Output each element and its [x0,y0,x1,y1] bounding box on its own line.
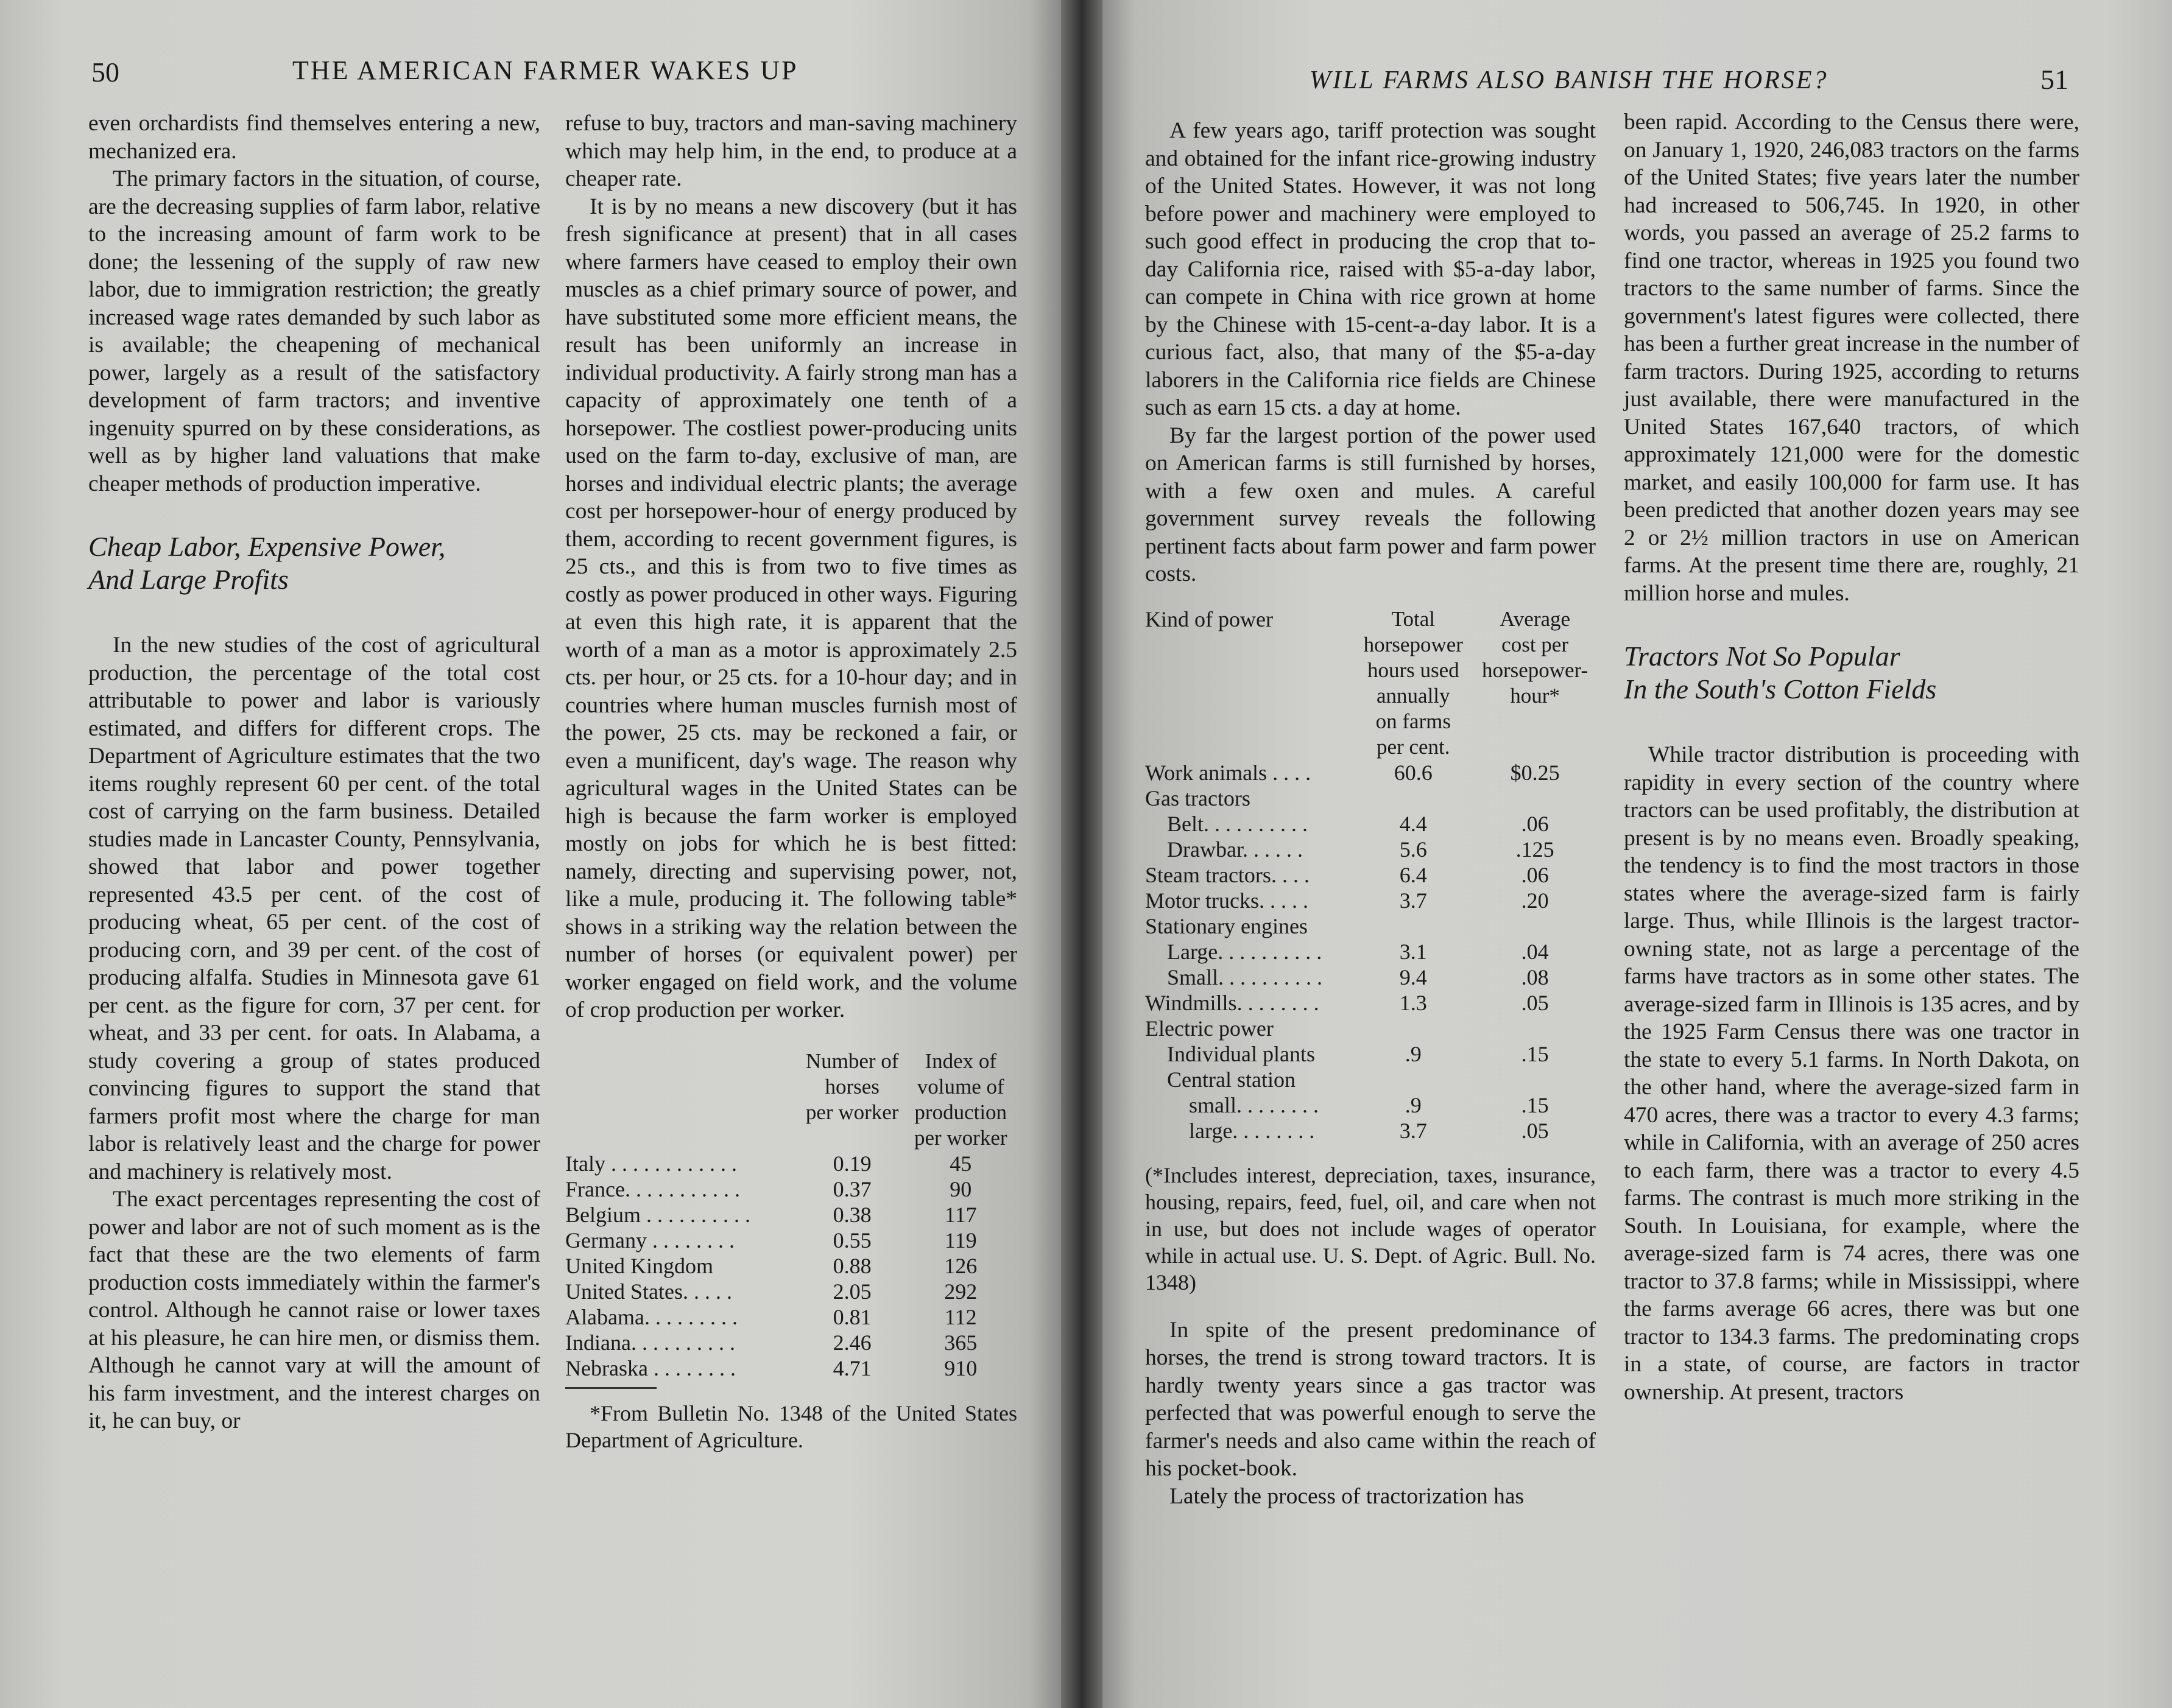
farm-power-table [1145,606,1596,1144]
cost-per-hp-hour-cell: .06 [1521,862,1549,887]
horses-production-table [565,1049,1017,1381]
book-gutter [1061,0,1102,1708]
table-row [565,1176,1017,1202]
horses-per-worker-cell: 0.38 [833,1202,872,1227]
cost-per-hp-hour-cell: .15 [1521,1092,1549,1117]
power-kind-name: small [1189,1092,1236,1117]
column-header: Number of horses per worker [805,1049,899,1124]
cost-per-hp-hour-cell [1474,785,1596,811]
power-kind-cell [1145,1067,1352,1092]
production-index-cell: 119 [944,1228,977,1253]
power-kind-cell [1145,760,1352,785]
power-kind-cell [1145,862,1352,888]
percent-hours-cell: 9.4 [1399,965,1427,989]
country-name: Belgium [565,1202,641,1227]
running-head: THE AMERICAN FARMER WAKES UP [292,55,799,85]
percent-hours-cell [1352,1016,1474,1041]
table-row [1145,1118,1596,1144]
power-kind-name: Electric power [1145,1016,1274,1041]
paragraph: even orchardists find themselves entering a new, mechanized era. [88,111,540,164]
page-number: 51 [2040,64,2068,95]
table-row [565,1330,1017,1355]
country-cell [565,1279,800,1304]
section-heading [88,530,540,596]
section-heading-line: Cheap Labor, Expensive Power, [88,531,446,562]
percent-hours-cell [1352,913,1474,939]
horses-per-worker-cell: 0.88 [833,1253,872,1278]
leader-dots: . . . . . . . . [1236,990,1319,1015]
power-kind-cell [1145,785,1352,811]
footnote: (*Includes interest, depreciation, taxes, insurance, housing, repairs, feed, fuel, oil, and care when not in use, but does not include wages of operator while in actual use. U. S. Dept. of Agric. Bull. No. 1348) [1145,1162,1596,1295]
power-kind-name: large [1189,1118,1233,1143]
leader-dots: . . . . . . [1242,837,1303,862]
horses-per-worker-cell: 2.46 [833,1330,872,1355]
table-row [565,1151,1017,1176]
paragraph: The exact percentages representing the cost of power and labor are not of such moment as is the fact that these are the two elements of farm production costs immediately within the farmer's control. Although he cannot raise or lower taxes at his pleasure, he can hire men, or dismiss them. Although he cannot vary at will the amount of his farm investment, and the interest charges on it, he can buy, or [88,1187,540,1433]
leader-dots: . . . . . . . . . . [630,1330,735,1355]
country-name: United Kingdom [565,1253,713,1278]
section-heading-line: In the South's Cotton Fields [1624,673,1937,705]
horses-per-worker-cell: 0.81 [833,1304,872,1329]
production-index-cell: 117 [944,1202,977,1227]
percent-hours-cell: 5.6 [1399,837,1427,862]
country-name: Nebraska [565,1355,648,1380]
power-kind-name: Drawbar [1167,837,1243,862]
country-name: Indiana [565,1330,631,1355]
leader-dots: . . . . . . . . [646,1228,735,1253]
power-kind-name: Gas tractors [1145,785,1250,810]
country-name: Germany [565,1228,647,1253]
cost-per-hp-hour-cell: $0.25 [1510,760,1560,785]
power-kind-cell [1145,990,1352,1016]
country-name: France [565,1176,625,1201]
country-name: Alabama [565,1304,644,1329]
power-kind-name: Windmills [1145,990,1237,1015]
power-kind-name: Motor trucks [1145,888,1259,913]
left-column-1 [88,110,540,1435]
country-cell [565,1253,800,1279]
cost-per-hp-hour-cell: .15 [1521,1041,1549,1066]
horses-per-worker-cell: 0.55 [833,1228,872,1253]
horses-per-worker-cell: 4.71 [833,1355,872,1380]
column-header: Kind of power [1145,606,1273,631]
leader-dots: . . . . . . . . [1236,1092,1319,1117]
column-header: Index of volume of production per worker [914,1049,1007,1150]
country-cell [565,1330,800,1355]
country-cell [565,1228,800,1253]
paragraph: It is by no means a new discovery (but it has fresh significance at present) that in all cases where farmers have ceased to employ their own muscles as a chief primary source of power, and have substituted some more efficient means, the result has been uniformly an increase in individual productivity. A fairly strong man has a capacity of approximately one tenth of a horsepower. The costliest power-producing units used on the farm to-day, exclusive of man, are horses and individual electric plants; the average cost per horsepower-hour of energy produced by them, according to recent government figures, is 25 cts., and this is from two to five times as costly as power produced in other ways. Figuring at even this high rate, it is apparent that the worth of a man as a motor is approximately 2.5 cts. per hour, or 25 cts. for a 10-hour day; and in countries where human muscles furnish most of the power, 25 cts. may be reckoned a fair, or even a munificent, day's wage. The reason why agricultural wages in the United States can be high is because the farm worker is employed mostly on jobs for which he is best fitted: namely, directing and supervising power, not, like a mule, producing it. The following table* shows in a striking way the relation between the number of horses (or equivalent power) per worker engaged on field work, and the volume of crop production per worker. [565,194,1017,1022]
table-row [565,1253,1017,1279]
table-row [565,1228,1017,1253]
power-kind-cell [1145,1016,1352,1041]
power-kind-cell [1145,965,1352,990]
country-name: Italy [565,1151,605,1176]
right-page [1102,0,2172,1708]
power-kind-cell [1145,888,1352,913]
table-row [1145,939,1596,965]
percent-hours-cell: 3.7 [1399,1118,1427,1143]
paragraph: In the new studies of the cost of agricultural production, the percentage of the total cost attributable to power and labor is variously estimated, and differs for different crops. The Department of Agriculture estimates that the two items roughly represent 60 per cent. of the total cost of carrying on the farm business. Detailed studies made in Lancaster County, Pennsylvania, showed that labor and power together represented 43.5 per cent. of the cost of producing wheat, 65 per cent. of the cost of producing corn, and 39 per cent. of the cost of producing alfalfa. Studies in Minnesota gave 61 per cent. as the figure for corn, 37 per cent. for wheat, and 33 per cent. for oats. In Alabama, a study covering a group of states produced convincing figures to support the stand that farmers profit most where the charge for man labor is relatively least and the charge for power and machinery is relatively most. [88,633,540,1184]
percent-hours-cell [1352,1067,1474,1092]
table-row [1145,913,1596,939]
production-index-cell: 126 [944,1253,978,1278]
leader-dots: . . . . . [682,1279,732,1304]
leader-dots: . . . . [1267,760,1311,785]
percent-hours-cell: 4.4 [1399,811,1427,836]
table-row [1145,837,1596,862]
horses-per-worker-cell: 0.37 [833,1176,872,1201]
running-head: WILL FARMS ALSO BANISH THE HORSE? [1310,66,1828,94]
table-row [1145,1092,1596,1118]
table-row [1145,965,1596,990]
leader-dots: . . . . . . . . . . [1218,939,1322,964]
leader-dots: . . . . . . . . [1232,1118,1315,1143]
country-cell [565,1304,800,1330]
power-kind-name: Stationary engines [1145,913,1308,938]
leader-dots: . . . . . . . . . . [641,1202,750,1227]
section-heading-line: Tractors Not So Popular [1624,641,1900,672]
table-row [1145,990,1596,1016]
power-kind-name: Individual plants [1167,1041,1315,1066]
cost-per-hp-hour-cell: .20 [1521,888,1549,913]
power-kind-cell [1145,1041,1352,1067]
right-column-2 [1624,108,2079,1406]
percent-hours-cell: 1.3 [1399,990,1427,1015]
leader-dots: . . . . . . . . . . . [624,1176,740,1201]
cost-per-hp-hour-cell: .05 [1521,990,1549,1015]
paragraph: been rapid. According to the Census there were, on January 1, 1920, 246,083 tractors on the farms of the United States; five years later the number had increased to 506,745. In 1920, in other words, you passed an average of 25.2 farms to find one tractor, whereas in 1925 you found two tractors to the same number of farms. Since the government's latest figures were collected, there has been a further great increase in the number of farm tractors. During 1925, according to returns just available, there were manufactured in the United States 167,640 tractors, of which approximately 121,000 were for the domestic market, and easily 100,000 for farm use. It has been predicted that another dozen years may see 2 or 2½ million tractors in use on American farms. At the present time there are, roughly, 21 million horse and mules. [1624,110,2079,606]
table-row [1145,862,1596,888]
country-name: United States [565,1279,683,1304]
footnote-rule [565,1387,657,1389]
cost-per-hp-hour-cell: .06 [1521,811,1549,836]
leader-dots: . . . . . . . . . . [1218,965,1323,989]
table-row [565,1202,1017,1228]
leader-dots: . . . . . . . . . . [1204,811,1308,836]
table-row [1145,1041,1596,1067]
percent-hours-cell: 60.6 [1394,760,1433,785]
paragraph: refuse to buy, tractors and man-saving machinery which may help him, in the end, to produce at a cheaper rate. [565,111,1017,191]
column-header: Average cost per horsepower- hour* [1481,606,1588,708]
country-cell [565,1176,800,1202]
production-index-cell: 45 [950,1151,972,1176]
cost-per-hp-hour-cell [1474,1016,1596,1041]
section-heading-line: And Large Profits [88,564,289,595]
power-kind-cell [1145,811,1352,837]
power-kind-name: Belt [1167,811,1204,836]
country-cell [565,1202,800,1228]
paragraph: By far the largest portion of the power used on American farms is still furnished by horses, with a few oxen and mules. A careful government survey reveals the following pertinent facts about farm power and farm power costs. [1145,423,1596,586]
leader-dots: . . . . . . . . . [644,1304,738,1329]
production-index-cell: 112 [944,1304,977,1329]
power-kind-cell [1145,1092,1352,1118]
table-row [1145,760,1596,785]
column-header: Total horsepower hours used annually on farms per cent. [1363,606,1463,759]
page-number: 50 [91,57,119,88]
table-row [1145,1067,1596,1092]
cost-per-hp-hour-cell: .125 [1515,837,1554,862]
power-kind-cell [1145,1118,1352,1144]
paragraph: A few years ago, tariff protection was sought and obtained for the infant rice-growing industry of the United States. However, it was not long before power and machinery were employed to such good effect in producing the crop that to-day California rice, raised with $5-a-day labor, can compete in China with rice grown at home by the Chinese with 15-cent-a-day labor. It is a curious fact, also, that many of the $5-a-day laborers in the California rice fields are Chinese such as earn 15 cts. a day at home. [1145,118,1596,420]
paragraph: The primary factors in the situation, of course, are the decreasing supplies of farm labor, relative to the increasing amount of farm work to be done; the lessening of the supply of raw new labor, due to immigration restriction; the greatly increased wage rates demanded by such labor as is available; the cheapening of mechanical power, largely as a result of the satisfactory development of farm tractors; and inventive ingenuity spurred on by these considerations, as well as by higher land valuations that make cheaper methods of production imperative. [88,166,540,496]
production-index-cell: 90 [950,1176,972,1201]
cost-per-hp-hour-cell [1474,913,1596,939]
production-index-cell: 365 [944,1330,978,1355]
power-kind-cell [1145,837,1352,862]
percent-hours-cell: .9 [1405,1041,1422,1066]
table-row [565,1304,1017,1330]
cost-per-hp-hour-cell: .05 [1521,1118,1549,1143]
percent-hours-cell: 3.7 [1399,888,1427,913]
cost-per-hp-hour-cell: .04 [1521,939,1549,964]
horses-per-worker-cell: 2.05 [833,1279,872,1304]
country-cell [565,1355,800,1381]
power-kind-name: Work animals [1145,760,1268,785]
table-row [1145,811,1596,837]
power-kind-cell [1145,939,1352,965]
horses-per-worker-cell: 0.19 [833,1151,872,1176]
left-column-2 [565,110,1017,1453]
production-index-cell: 292 [944,1279,978,1304]
power-kind-name: Central station [1167,1067,1296,1092]
percent-hours-cell: .9 [1405,1092,1422,1117]
power-kind-cell [1145,913,1352,939]
country-cell [565,1151,800,1176]
leader-dots: . . . . [1271,862,1310,887]
paragraph: Lately the process of tractorization has [1169,1483,1525,1509]
percent-hours-cell [1352,785,1474,811]
leader-dots: . . . . . . . . . . . . [605,1151,737,1176]
power-kind-name: Small [1167,965,1219,989]
table-row [565,1355,1017,1381]
percent-hours-cell: 3.1 [1399,939,1427,964]
paragraph: In spite of the present predominance of horses, the trend is strong toward tractors. It is hardly twenty years since a gas tractor was perfected that was powerful enough to serve the farmer's needs and also came within the reach of his pocket-book. [1145,1317,1596,1481]
table-row [565,1279,1017,1304]
right-column-1 [1145,117,1596,1510]
section-heading [1624,640,2079,706]
table-row [1145,888,1596,913]
production-index-cell: 910 [944,1355,978,1380]
cost-per-hp-hour-cell: .08 [1521,965,1549,989]
cost-per-hp-hour-cell [1474,1067,1596,1092]
leader-dots: . . . . . . . . [647,1355,736,1380]
power-kind-name: Steam tractors [1145,862,1271,887]
footnote: *From Bulletin No. 1348 of the United States Department of Agriculture. [565,1400,1017,1452]
left-page [0,0,1061,1708]
power-kind-name: Large [1167,939,1218,964]
percent-hours-cell: 6.4 [1399,862,1427,887]
table-row [1145,785,1596,811]
paragraph: While tractor distribution is proceeding with rapidity in every section of the country where tractors can be used profitably, the distribution at present is by no means even. Broadly speaking, the tendency is to find the most tractors in those states where the average-sized farm is fairly large. Thus, while Illinois is the largest tractor-owning state, not as large a percentage of the farms have tractors as in some other states. The average-sized farm in Illinois is 135 acres, and by the 1925 Farm Census there was one tractor in the state to every 5.1 farms. In North Dakota, on the other hand, where the average-sized farm in 470 acres, there was a tractor to every 4.3 farms; while in California, with an average of 250 acres to each farm, there was a tractor to every 4.5 farms. The contrast is much more striking in the South. In Louisiana, for example, where the average-sized farm is 74 acres, there was one tractor to 37.8 farms; while in Mississippi, where the farms average 66 acres, there was but one tractor to 134.3 farms. The predominating crops in a state, of course, are factors in tractor ownership. At present, tractors [1624,742,2079,1405]
table-row [1145,1016,1596,1041]
leader-dots: . . . . . [1258,888,1308,913]
